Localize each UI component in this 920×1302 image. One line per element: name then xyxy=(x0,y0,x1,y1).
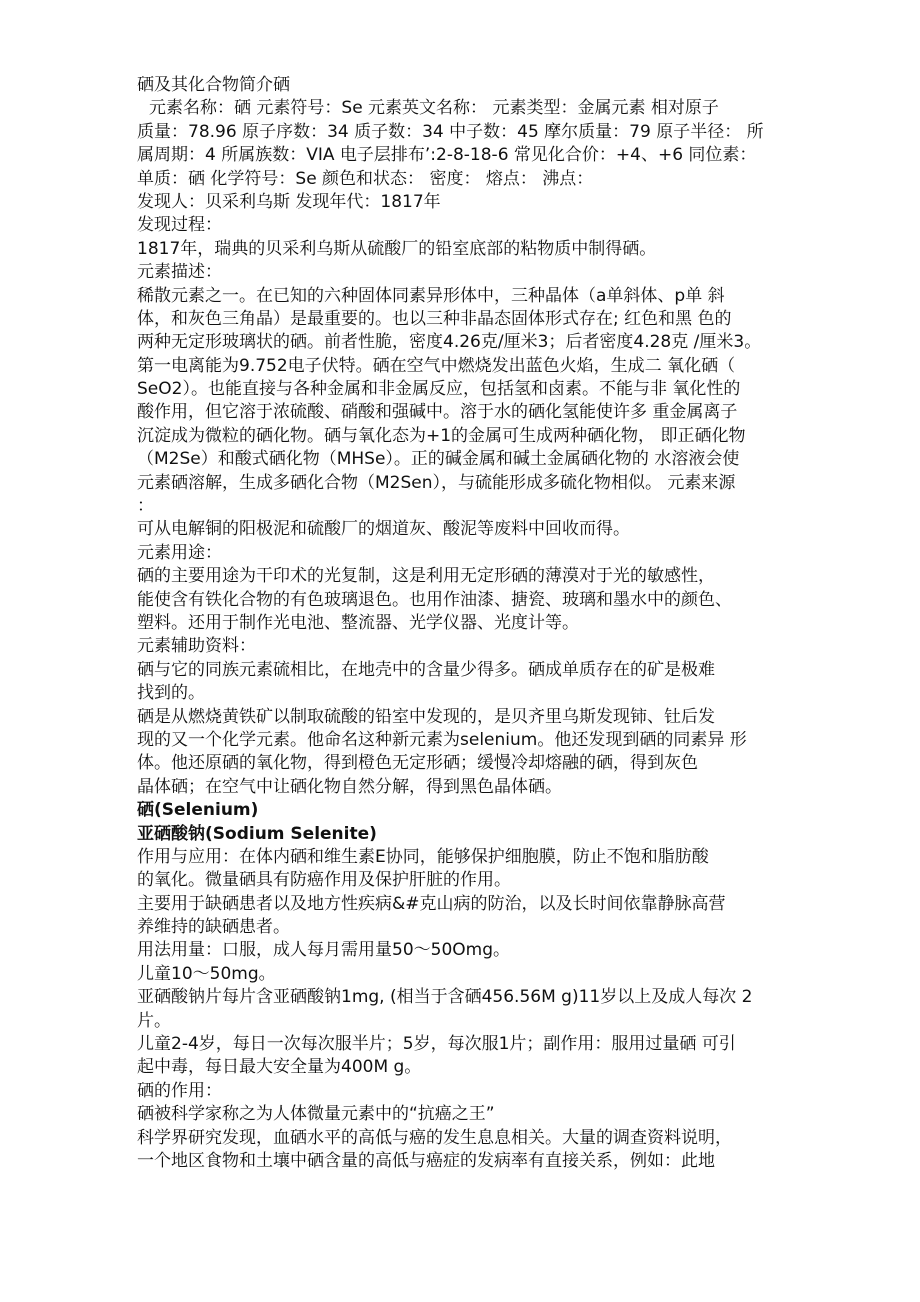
text-line: 元素用途： xyxy=(137,542,222,563)
text-line: 发现人：贝采利乌斯 发现年代：1817年 xyxy=(137,191,441,212)
text-line: 主要用于缺硒患者以及地方性疾病&#克山病的防治，以及长时间依靠静脉高营 xyxy=(137,893,726,914)
text-line: 亚硒酸钠片每片含亚硒酸钠1mg, (相当于含硒456.56M g)11岁以上及成人每次 2 xyxy=(137,987,753,1008)
text-line: 一个地区食物和土壤中硒含量的高低与癌症的发病率有直接关系，例如：此地 xyxy=(137,1150,715,1171)
text-line: 硒与它的同族元素硫相比，在地壳中的含量少得多。硒成单质存在的矿是极难 xyxy=(137,659,715,680)
text-line: 硒的主要用途为干印术的光复制，这是利用无定形硒的薄漠对于光的敏感性， xyxy=(137,566,715,587)
text-line: 亚硒酸钠(Sodium Selenite) xyxy=(137,823,377,844)
text-line: ： xyxy=(137,496,154,517)
text-line: 现的又一个化学元素。他命名这种新元素为selenium。他还发现到硒的同素异 形 xyxy=(137,729,747,750)
text-line: 塑料。还用于制作光电池、整流器、光学仪器、光度计等。 xyxy=(137,612,579,633)
text-line: 儿童10〜50mg。 xyxy=(137,963,276,984)
text-line: 元素名称：硒 元素符号：Se 元素英文名称： 元素类型：金属元素 相对原子 xyxy=(149,98,719,119)
text-line: 发现过程： xyxy=(137,215,222,236)
text-line: 科学界研究发现，血硒水平的高低与癌的发生息息相关。大量的调查资料说明， xyxy=(137,1127,732,1148)
text-line: 体，和灰色三角晶）是最重要的。也以三种非晶态固体形式存在; 红色和黑 色的 xyxy=(137,308,732,329)
text-line: 元素辅助资料： xyxy=(137,636,256,657)
text-line: 元素描述： xyxy=(137,262,222,283)
text-line: 片。 xyxy=(137,1010,171,1031)
text-line: 属周期：4 所属族数：VIA 电子层排布’:2-8-18-6 常见化合价：+4、+6 同位素： xyxy=(137,145,757,166)
text-line: 稀散元素之一。在已知的六种固体同素异形体中，三种晶体（a单斜体、p单 斜 xyxy=(137,285,725,306)
text-line: 硒的作用： xyxy=(137,1080,222,1101)
text-line: 可从电解铜的阳极泥和硫酸厂的烟道灰、酸泥等废料中回收而得。 xyxy=(137,519,630,540)
text-line: 硒是从燃烧黄铁矿以制取硫酸的铅室中发现的，是贝齐里乌斯发现铈、钍后发 xyxy=(137,706,715,727)
text-line: 养维持的缺硒患者。 xyxy=(137,917,290,938)
text-line: （M2Se）和酸式硒化物（MHSe）。正的碱金属和碱土金属硒化物的 水溶液会使 xyxy=(137,449,740,470)
text-line: 单质：硒 化学符号：Se 颜色和状态： 密度： 熔点： 沸点： xyxy=(137,168,594,189)
text-line: 儿童2-4岁，每日一次每次服半片；5岁，每次服1片；副作用：服用过量硒 可引 xyxy=(137,1034,736,1055)
text-line: 作用与应用：在体内硒和维生素E协同，能够保护细胞膜，防止不饱和脂肪酸 xyxy=(137,846,709,867)
text-line: 质量：78.96 原子序数：34 质子数：34 中子数：45 摩尔质量：79 原子半径： 所 xyxy=(137,121,764,142)
text-line: 第一电离能为9.752电子伏特。硒在空气中燃烧发出蓝色火焰，生成二 氧化硒（ xyxy=(137,355,736,376)
text-line: 硒(Selenium) xyxy=(137,800,259,821)
document-body xyxy=(137,74,797,1173)
text-line: 用法用量：口服，成人每月需用量50〜50Omg。 xyxy=(137,940,510,961)
text-line: 硒被科学家称之为人体微量元素中的“抗癌之王” xyxy=(137,1104,495,1125)
text-line: SeO2）。也能直接与各种金属和非金属反应，包括氢和卤素。不能与非 氧化性的 xyxy=(137,379,741,400)
text-line: 沉淀成为微粒的硒化物。硒与氧化态为+1的金属可生成两种硒化物， 即正硒化物 xyxy=(137,425,746,446)
text-line: 晶体硒；在空气中让硒化物自然分解，得到黑色晶体硒。 xyxy=(137,776,562,797)
text-line: 元素硒溶解，生成多硒化合物（M2Sen），与硫能形成多硫化物相似。 元素来源 xyxy=(137,472,736,493)
text-line: 体。他还原硒的氧化物，得到橙色无定形硒；缓慢冷却熔融的硒，得到灰色 xyxy=(137,753,698,774)
text-line: 两种无定形玻璃状的硒。前者性脆，密度4.26克/厘米3；后者密度4.28克 /厘米3。 xyxy=(137,332,762,353)
text-line: 的氧化。微量硒具有防癌作用及保护肝脏的作用。 xyxy=(137,870,511,891)
text-line: 能使含有铁化合物的有色玻璃退色。也用作油漆、搪瓷、玻璃和墨水中的颜色、 xyxy=(137,589,732,610)
text-line: 酸作用，但它溶于浓硫酸、硝酸和强碱中。溶于水的硒化氢能使许多 重金属离子 xyxy=(137,402,738,423)
text-line: 起中毒，每日最大安全量为400M g。 xyxy=(137,1057,422,1078)
text-line: 硒及其化合物简介硒 xyxy=(137,75,290,95)
text-line: 1817年，瑞典的贝采利乌斯从硫酸厂的铅室底部的粘物质中制得硒。 xyxy=(137,238,657,259)
text-line: 找到的。 xyxy=(137,683,205,704)
